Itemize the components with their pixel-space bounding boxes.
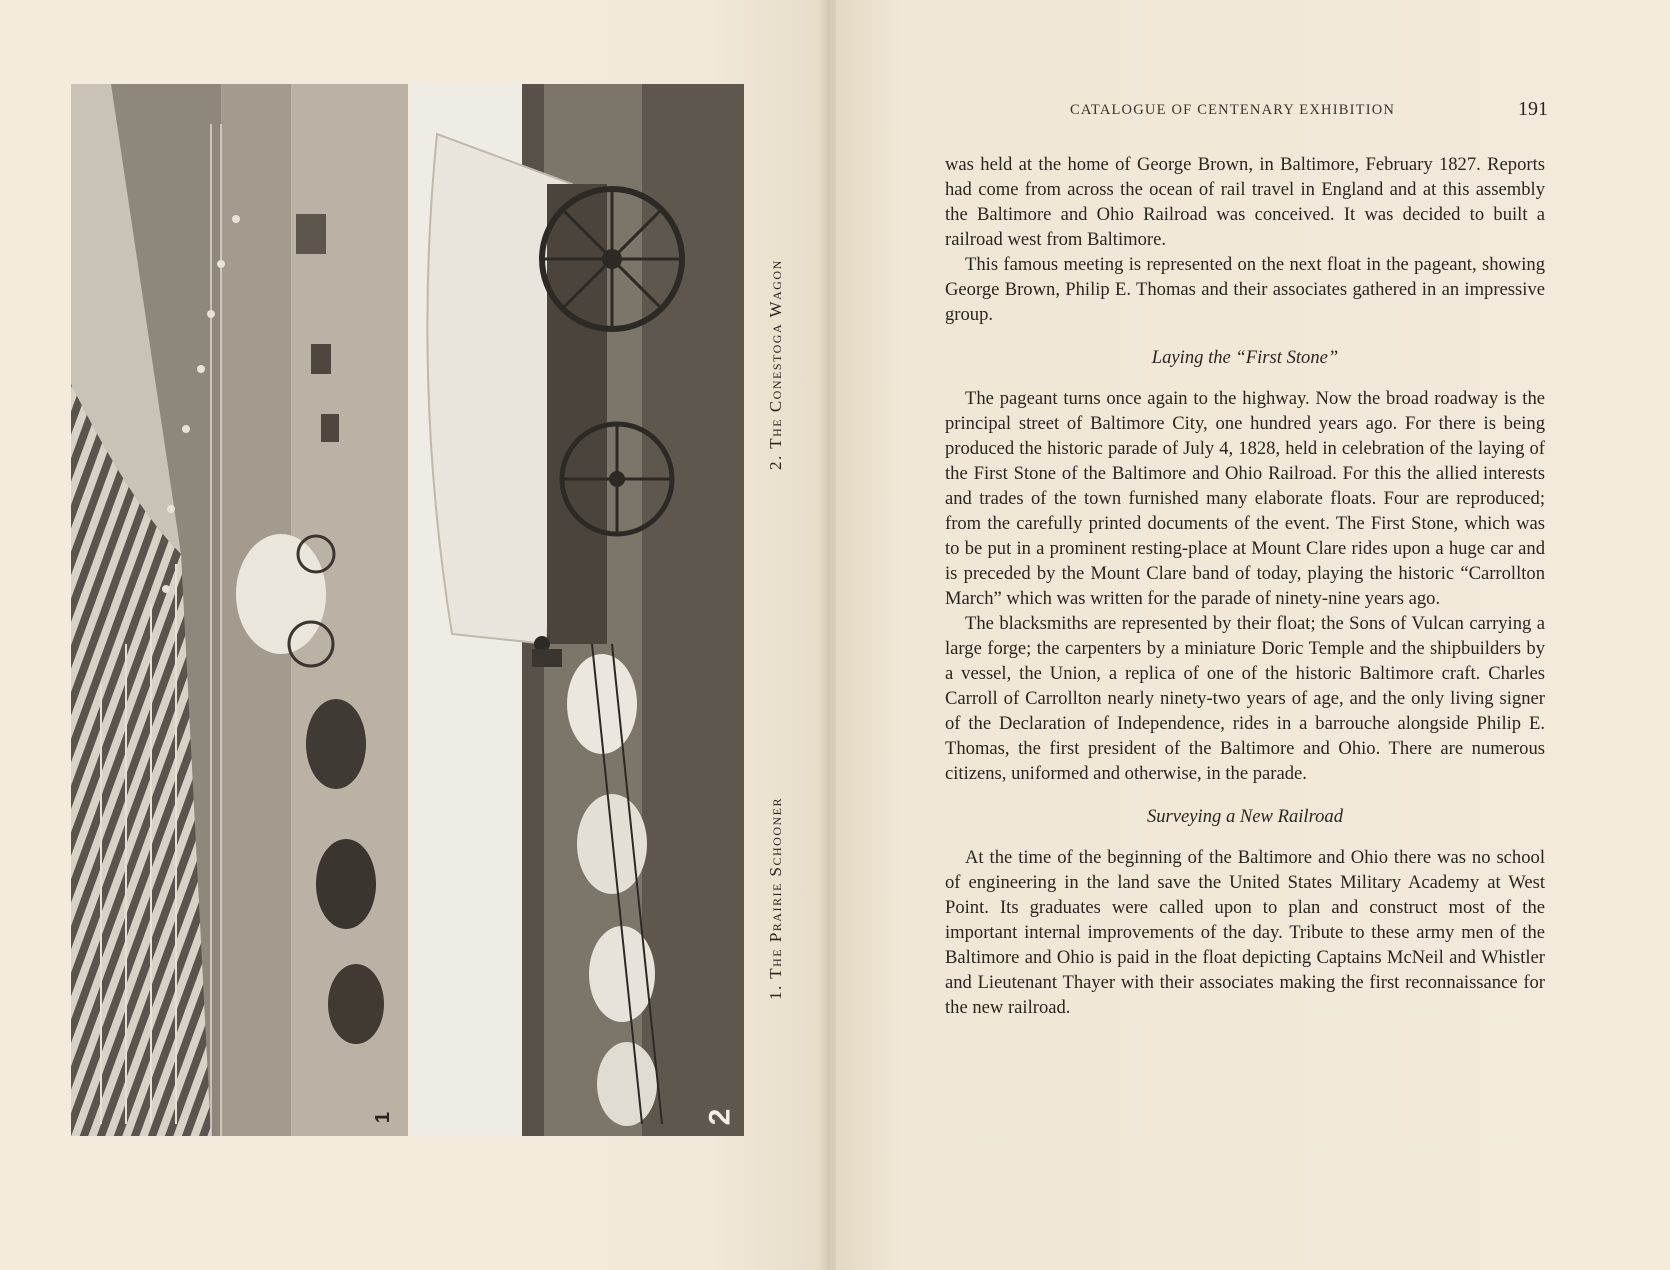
paragraph: At the time of the beginning of the Baltimore and Ohio there was no school of engineering in the land save the United States Military Academy at West Point. Its graduates were called upon to plan and construct most of the important internal improvements of the day. Tribute to these army men of the Baltimore and Ohio is paid in the float depicting Captains McNeil and Whistler and Lieutenant Thayer with their associates making the first reconnaissance for the new railroad.	[945, 847, 1545, 1018]
plate-number-2: 2	[703, 1108, 737, 1126]
plate-number-1: 1	[372, 1111, 395, 1124]
prairie-schooner-illustration	[71, 84, 408, 1136]
paragraph: The blacksmiths are represented by their float; the Sons of Vulcan carrying a large forge; the carpenters by a miniature Doric Temple and the shipbuilders by a vessel, the Union, a replica of one of the historic Baltimore craft. Charles Carroll of Carrollton nearly ninety-two years of age, and the only living signer of the Declaration of Independence, rides in a barrouche alongside Philip E. Thomas, the first president of the Baltimore and Ohio. There are numerous citizens, uniformed and otherwise, in the parade.	[945, 613, 1545, 784]
section-heading-surveying: Surveying a New Railroad	[1146, 806, 1344, 827]
left-page	[0, 0, 830, 1270]
paragraph: The pageant turns once again to the highway. Now the broad roadway is the principal street of Baltimore City, one hundred years ago. For there is being produced the historic parade of July 4, 1828, held in celebration of the laying of the First Stone of the Baltimore and Ohio Railroad. For this the allied interests and trades of the town furnished many elaborate floats. Four are reproduced; from the carefully printed documents of the event. The First Stone, which was to be put in a prominent resting-place at Mount Clare rides upon a huge car and is preceded by the Mount Clare band of today, playing the historic “Carrollton March” which was written for the parade of ninety-nine years ago.	[945, 388, 1545, 609]
caption-conestoga-wagon: 2. The Conestoga Wagon	[766, 259, 785, 470]
paragraph: This famous meeting is represented on the next float in the pageant, showing George Brown, Philip E. Thomas and their associates gathered in an impressive group.	[945, 254, 1545, 325]
prairie-schooner-photo	[71, 84, 408, 1136]
section-heading-first-stone: Laying the “First Stone”	[1151, 347, 1339, 368]
conestoga-wagon-photo	[412, 84, 744, 1136]
page-number: 191	[1518, 98, 1548, 120]
conestoga-wagon-illustration	[412, 84, 744, 1136]
paragraph: was held at the home of George Brown, in Baltimore, February 1827. Reports had come from across the ocean of rail travel in England and at this assembly the Baltimore and Ohio Railroad was conceived. It was decided to built a railroad west from Baltimore.	[945, 154, 1545, 250]
running-head: CATALOGUE OF CENTENARY EXHIBITION	[1070, 102, 1396, 118]
body-text	[945, 152, 1545, 1020]
caption-prairie-schooner: 1. The Prairie Schooner	[766, 797, 785, 1000]
